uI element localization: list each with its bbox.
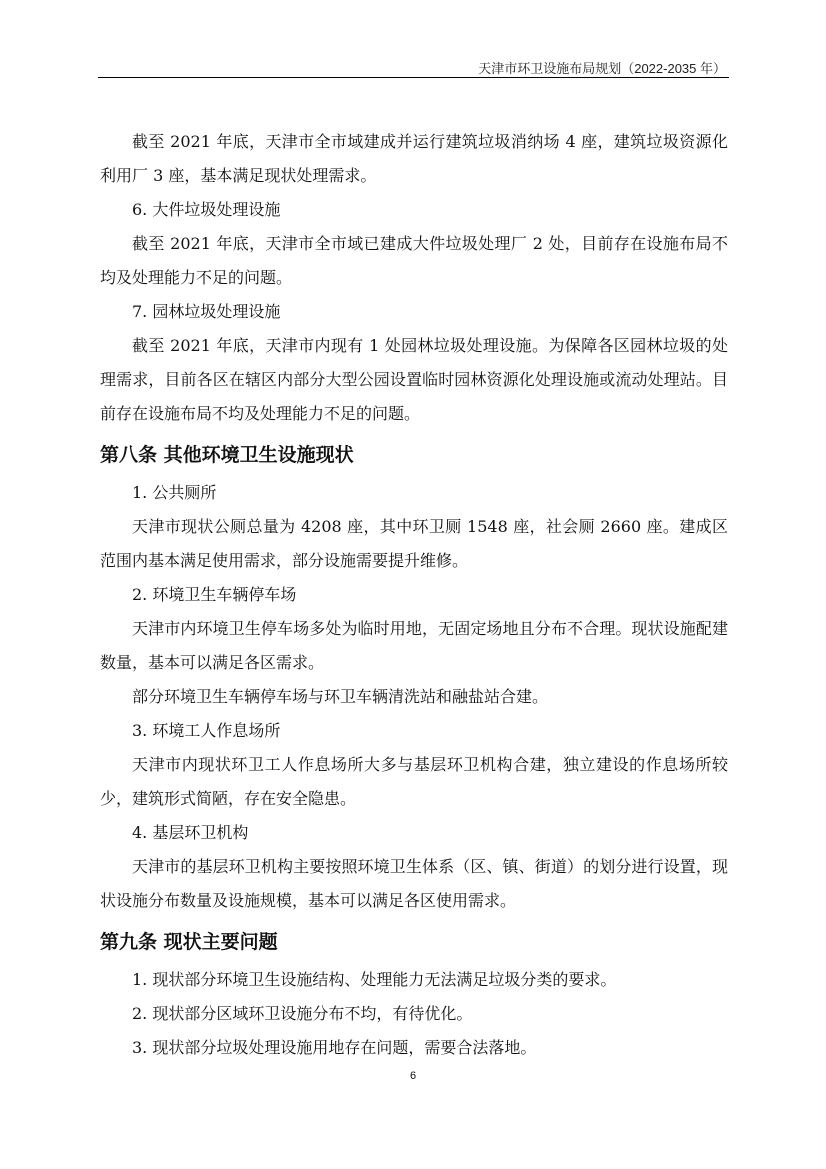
paragraph: 天津市现状公厕总量为 4208 座，其中环卫厕 1548 座，社会厕 2660 座。建成区范围内基本满足使用需求，部分设施需要提升维修。 bbox=[100, 517, 728, 570]
subsection-title: 6. 大件垃圾处理设施 bbox=[132, 200, 281, 219]
subsection-title: 2. 环境卫生车辆停车场 bbox=[132, 585, 297, 604]
paragraph: 截至 2021 年底，天津市全市域已建成大件垃圾处理厂 2 处，目前存在设施布局不均及处理能力不足的问题。 bbox=[100, 234, 728, 287]
subsection-title: 1. 公共厕所 bbox=[132, 483, 217, 502]
paragraph: 截至 2021 年底，天津市内现有 1 处园林垃圾处理设施。为保障各区园林垃圾的处理需求，目前各区在辖区内部分大型公园设置临时园林资源化处理设施或流动处理站。目前存在设施布局不均及处理能力不足的问题。 bbox=[100, 336, 728, 423]
list-item: 1. 现状部分环境卫生设施结构、处理能力无法满足垃圾分类的要求。 bbox=[132, 970, 617, 989]
article-heading-9: 第九条 现状主要问题 bbox=[100, 931, 278, 953]
header-rule bbox=[98, 77, 729, 78]
paragraph: 天津市的基层环卫机构主要按照环境卫生体系（区、镇、街道）的划分进行设置，现状设施分布数量及设施规模，基本可以满足各区使用需求。 bbox=[100, 857, 728, 910]
paragraph: 天津市内环境卫生停车场多处为临时用地，无固定场地且分布不合理。现状设施配建数量，基本可以满足各区需求。 bbox=[100, 619, 728, 672]
running-header: 天津市环卫设施布局规划（2022-2035 年） bbox=[478, 61, 726, 76]
paragraph: 天津市内现状环卫工人作息场所大多与基层环卫机构合建，独立建设的作息场所较少，建筑形式简陋，存在安全隐患。 bbox=[100, 755, 728, 808]
article-heading-8: 第八条 其他环境卫生设施现状 bbox=[100, 444, 354, 466]
paragraph: 部分环境卫生车辆停车场与环卫车辆清洗站和融盐站合建。 bbox=[132, 687, 549, 706]
subsection-title: 3. 环境工人作息场所 bbox=[132, 721, 281, 740]
subsection-title: 4. 基层环卫机构 bbox=[132, 823, 249, 842]
paragraph: 截至 2021 年底，天津市全市域建成并运行建筑垃圾消纳场 4 座，建筑垃圾资源化利用厂 3 座，基本满足现状处理需求。 bbox=[100, 132, 728, 185]
subsection-title: 7. 园林垃圾处理设施 bbox=[132, 302, 281, 321]
list-item: 2. 现状部分区域环卫设施分布不均，有待优化。 bbox=[132, 1004, 473, 1023]
page-number: 6 bbox=[409, 1070, 417, 1082]
list-item: 3. 现状部分垃圾处理设施用地存在问题，需要合法落地。 bbox=[132, 1038, 537, 1057]
page-body bbox=[100, 125, 728, 1065]
